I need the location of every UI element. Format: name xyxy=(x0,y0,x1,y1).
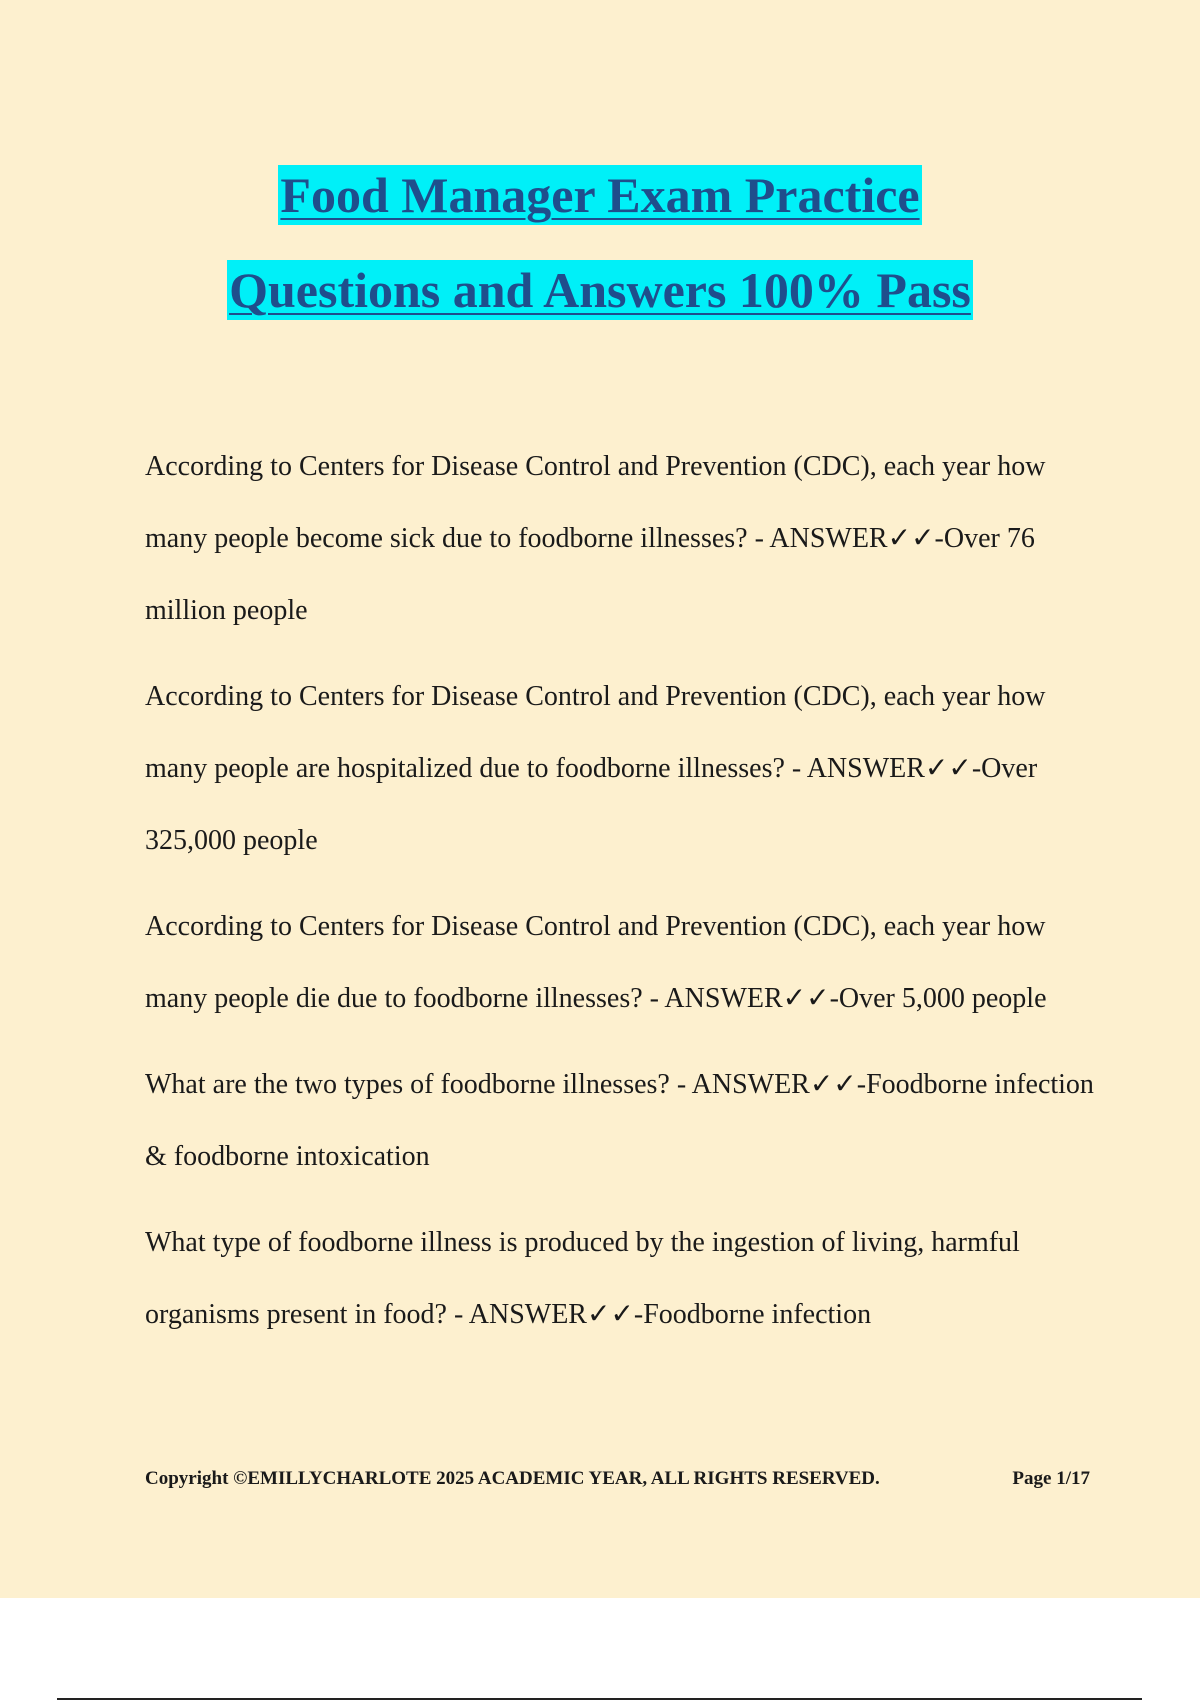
answer-text: Foodborne infection xyxy=(643,1299,872,1330)
document-title xyxy=(0,165,1200,320)
qa-item-2 xyxy=(145,661,1095,877)
answer-text: Over 325,000 people xyxy=(145,753,1038,856)
page-number: Page 1/17 xyxy=(1012,1468,1090,1489)
answer-marker: - ANSWER✓✓- xyxy=(642,983,839,1014)
question-text: According to Centers for Disease Control and Prevention (CDC), each year how many people are hospitalized due to foodborne illnesses? xyxy=(145,681,1046,784)
qa-list xyxy=(145,431,1095,1365)
qa-item-4 xyxy=(145,1049,1095,1193)
qa-item-3 xyxy=(145,891,1095,1035)
qa-item-5 xyxy=(145,1207,1095,1351)
answer-text: Over 5,000 people xyxy=(838,983,1047,1014)
answer-marker: - ANSWER✓✓- xyxy=(446,1299,644,1330)
answer-marker: - ANSWER✓✓- xyxy=(784,753,982,784)
answer-text: Over 76 million people xyxy=(145,523,1035,626)
answer-marker: - ANSWER✓✓- xyxy=(669,1069,867,1100)
title-line-1: Food Manager Exam Practice xyxy=(280,167,920,223)
answer-text: Foodborne infection & foodborne intoxication xyxy=(145,1069,1094,1172)
question-text: What are the two types of foodborne illnesses? xyxy=(145,1069,670,1100)
question-text: According to Centers for Disease Control and Prevention (CDC), each year how many people become sick due to foodborne illnesses? xyxy=(145,451,1046,554)
question-text: What type of foodborne illness is produced by the ingestion of living, harmful organisms present in food? xyxy=(145,1227,1020,1330)
title-line-2: Questions and Answers 100% Pass xyxy=(229,262,971,318)
copyright-notice: Copyright ©EMILLYCHARLOTE 2025 ACADEMIC YEAR, ALL RIGHTS RESERVED. xyxy=(145,1468,880,1489)
question-text: According to Centers for Disease Control and Prevention (CDC), each year how many people die due to foodborne illnesses? xyxy=(145,911,1046,1014)
answer-marker: - ANSWER✓✓- xyxy=(747,523,944,554)
qa-item-1 xyxy=(145,431,1095,647)
